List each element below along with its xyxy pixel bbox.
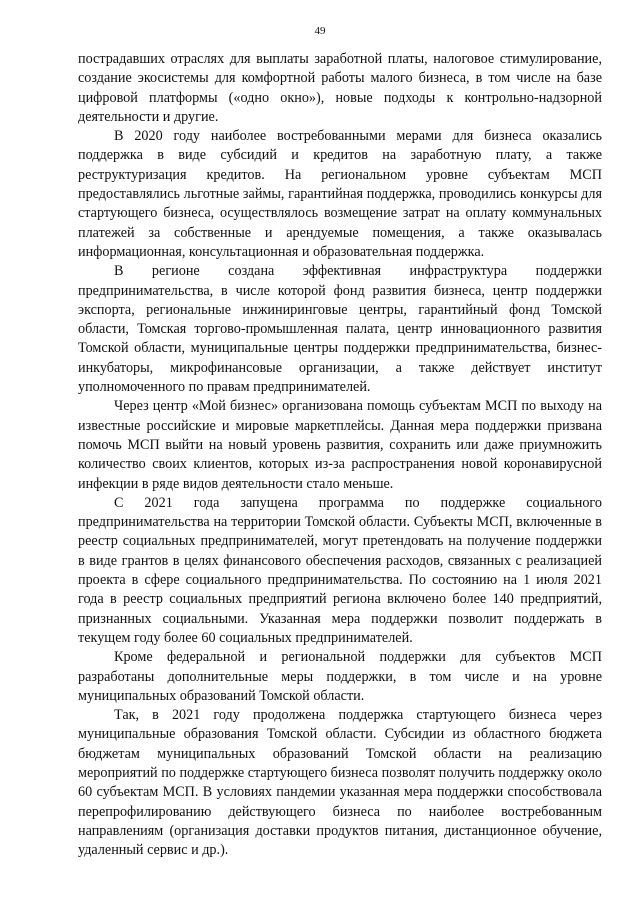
- document-body: [78, 50, 602, 860]
- paragraph-startup-support: Так, в 2021 году продолжена поддержка стартующего бизнеса через муниципальные образования Томской области. Субсидии из областного бюджета бюджетам муниципальных образований Томской области на реализацию мероприятий по поддержке стартующего бизнеса позволят получить поддержку около 60 субъектам МСП. В условиях пандемии указанная мера поддержки способствовала перепрофилированию действующего бизнеса по наиболее востребованным направлениям (организация доставки продуктов питания, дистанционное обучение, удаленный сервис и др.).: [78, 707, 602, 859]
- paragraph-additional-measures: Кроме федеральной и региональной поддержки для субъектов МСП разработаны дополнительные меры поддержки, в том числе и на уровне муниципальных образований Томской области.: [78, 649, 602, 704]
- paragraph-continuation: пострадавших отраслях для выплаты заработной платы, налоговое стимулирование, создание экосистемы для комфортной работы малого бизнеса, в том числе на базе цифровой платформы («одно окно»), новые подходы к контрольно-надзорной деятельности и другие.: [78, 51, 602, 125]
- paragraph-social-entrepreneurship: С 2021 года запущена программа по поддержке социального предпринимательства на территории Томской области. Субъекты МСП, включенные в реестр социальных предпринимателей, могут претендовать на получение поддержки в виде грантов в целях финансового обеспечения расходов, связанных с реализацией проекта в сфере социального предпринимательства. По состоянию на 1 июля 2021 года в реестр социальных предприятий региона включено более 140 предприятий, признанных социальными. Указанная мера поддержки позволит поддержать в текущем году более 60 социальных предпринимателей.: [78, 494, 602, 646]
- paragraph-infrastructure: В регионе создана эффективная инфраструктура поддержки предпринимательства, в числе которой фонд развития бизнеса, центр поддержки экспорта, региональные инжиниринговые центры, гарантийный фонд Томской области, Томская торгово-промышленная палата, центр инновационного развития Томской области, муниципальные центры поддержки предпринимательства, бизнес-инкубаторы, микрофинансовые организации, а также действует институт уполномоченного по правам предпринимателей.: [78, 263, 602, 396]
- paragraph-my-business-center: Через центр «Мой бизнес» организована помощь субъектам МСП по выходу на известные российские и мировые маркетплейсы. Данная мера поддержки призвана помочь МСП выйти на новый уровень развития, сохранить или даже приумножить количество своих клиентов, которых из-за распространения новой коронавирусной инфекции в ряде видов деятельности стало меньше.: [78, 398, 602, 492]
- page-number: 49: [314, 25, 326, 37]
- paragraph-2020-measures: В 2020 году наиболее востребованными мерами для бизнеса оказались поддержка в виде субсидий и кредитов на заработную плату, а также реструктуризация кредитов. На региональном уровне субъектам МСП предоставлялись льготные займы, гарантийная поддержка, проводились конкурсы для стартующего бизнеса, осуществлялось возмещение затрат на оплату коммунальных платежей за собственные и арендуемые помещения, а также оказывалась информационная, консультационная и образовательная поддержка.: [78, 128, 602, 260]
